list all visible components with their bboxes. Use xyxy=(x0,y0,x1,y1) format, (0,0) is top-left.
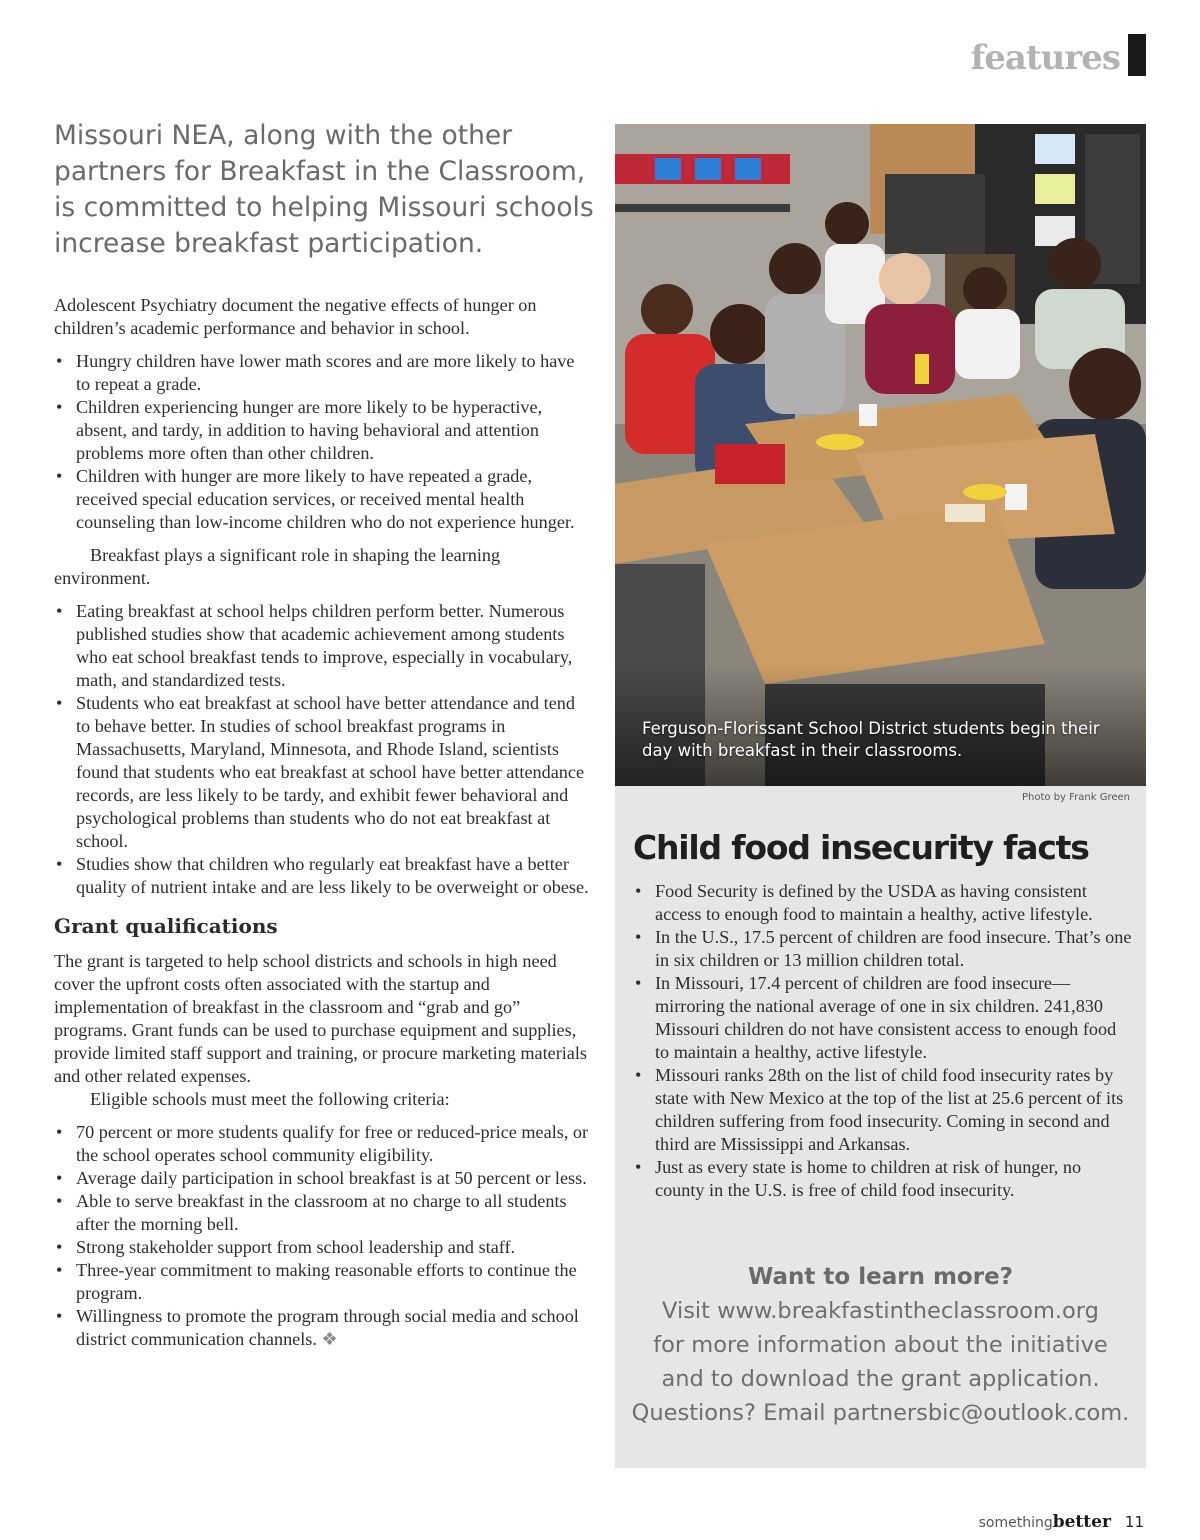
list-item: • Just as every state is home to children at risk of hunger, no county in the U.S. is free of child food insecurity. xyxy=(633,1156,1133,1202)
brand-light: something xyxy=(978,1515,1053,1531)
factbox-title: Child food insecurity facts xyxy=(633,828,1089,867)
bullet-list-breakfast-benefits xyxy=(54,600,589,899)
intro-pullquote: Missouri NEA, along with the other partners for Breakfast in the Classroom, is committed to helping Missouri schools increase breakfast participation. xyxy=(54,120,594,259)
list-item: • Hungry children have lower math scores and are more likely to have to repeat a grade. xyxy=(54,350,589,396)
list-item xyxy=(54,1305,589,1351)
fact-list xyxy=(633,880,1133,1202)
classroom-illustration xyxy=(615,124,1146,786)
photo-credit: Photo by Frank Green xyxy=(1021,792,1130,803)
list-item: • Students who eat breakfast at school have better attendance and tend to behave better. In studies of school breakfast programs in Massachusetts, Maryland, Minnesota, and Rhode Island, scientists found that students who eat breakfast at school have better attendance records, are less likely to be tardy, and exhibit fewer behavioral and psychological problems than students who do not eat breakfast at school. xyxy=(54,692,589,853)
paragraph: Adolescent Psychiatry document the negative effects of hunger on children’s academic performance and behavior in school. xyxy=(54,295,537,338)
article-body xyxy=(54,294,589,1361)
list-item-text: Willingness to promote the program through social media and school district communication channels. xyxy=(76,1306,579,1349)
learn-more-line: and to download the grant application. xyxy=(661,1366,1100,1392)
fact-sidebar xyxy=(615,786,1146,1468)
page-number: 11 xyxy=(1124,1513,1144,1531)
list-item: • Average daily participation in school breakfast is at 50 percent or less. xyxy=(54,1167,589,1190)
brand-bold: better xyxy=(1052,1512,1111,1532)
page-footer xyxy=(979,1512,1144,1532)
list-item: • In the U.S., 17.5 percent of children are food insecure. That’s one in six children or 13 million children total. xyxy=(633,926,1133,972)
learn-more-line: Visit www.breakfastintheclassroom.org xyxy=(662,1298,1099,1324)
end-mark-icon: ❖ xyxy=(321,1329,338,1349)
classroom-photo xyxy=(615,124,1146,786)
photo-caption: Ferguson-Florissant School District students begin their day with breakfast in their classrooms. xyxy=(642,719,1100,760)
section-header: features xyxy=(970,38,1120,78)
list-item: • Children with hunger are more likely to have repeated a grade, received special education services, or received mental health counseling than low-income children who do not experience hunger. xyxy=(54,465,589,534)
learn-more-title: Want to learn more? xyxy=(747,1264,1014,1290)
learn-more-line: Questions? Email partnersbic@outlook.com. xyxy=(631,1400,1130,1426)
list-item: • Strong stakeholder support from school leadership and staff. xyxy=(54,1236,589,1259)
learn-more-line: for more information about the initiative xyxy=(653,1332,1108,1358)
list-item: • Able to serve breakfast in the classroom at no charge to all students after the morning bell. xyxy=(54,1190,589,1236)
paragraph: Breakfast plays a significant role in shaping the learning environment. xyxy=(54,545,501,588)
list-item: • Studies show that children who regularly eat breakfast have a better quality of nutrient intake and are less likely to be overweight or obese. xyxy=(54,853,589,899)
bullet-list-criteria xyxy=(54,1121,589,1351)
list-item: • Eating breakfast at school helps children perform better. Numerous published studies show that academic achievement among students who eat school breakfast tends to improve, especially in vocabulary, math, and standardized tests. xyxy=(54,600,589,692)
list-item: • Food Security is defined by the USDA as having consistent access to enough food to maintain a healthy, active lifestyle. xyxy=(633,880,1133,926)
list-item: • Children experiencing hunger are more likely to be hyperactive, absent, and tardy, in addition to having behavioral and attention problems more often than other children. xyxy=(54,396,589,465)
list-item: • 70 percent or more students qualify for free or reduced-price meals, or the school operates school community eligibility. xyxy=(54,1121,589,1167)
paragraph: The grant is targeted to help school districts and schools in high need cover the upfront costs often associated with the startup and implementation of breakfast in the classroom and “grab and go” programs. Grant funds can be used to purchase equipment and supplies, provide limited staff support and training, or procure marketing materials and other related expenses. xyxy=(54,951,588,1086)
paragraph: Eligible schools must meet the following criteria: xyxy=(90,1089,450,1109)
list-item: • Missouri ranks 28th on the list of child food insecurity rates by state with New Mexico at the top of the list at 25.6 percent of its children suffering from food insecurity. Coming in second and third are Mississippi and Arkansas. xyxy=(633,1064,1133,1156)
list-item: • Three-year commitment to making reasonable efforts to continue the program. xyxy=(54,1259,589,1305)
bullet-list-hunger-effects xyxy=(54,350,589,534)
list-item: • In Missouri, 17.4 percent of children are food insecure—mirroring the national average of one in six children. 241,830 Missouri children do not have consistent access to enough food to maintain a healthy, active lifestyle. xyxy=(633,972,1133,1064)
grant-qualifications-heading: Grant qualifications xyxy=(54,914,278,938)
learn-more-block xyxy=(615,1260,1146,1430)
section-header-bar xyxy=(1128,34,1146,76)
